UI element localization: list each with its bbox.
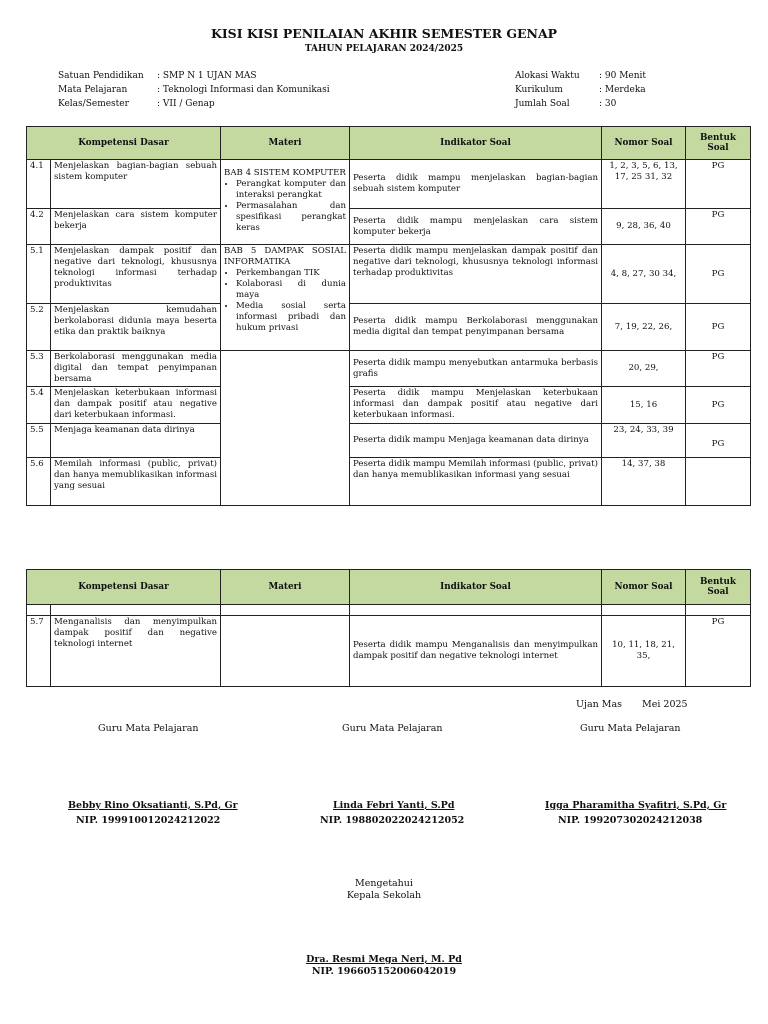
- nomor-soal: 10, 11, 18, 21, 35,: [602, 616, 686, 687]
- acknowledge-label: Mengetahui: [355, 878, 413, 889]
- header-nomor-soal: Nomor Soal: [602, 127, 686, 160]
- kd-number: 5.5: [27, 424, 51, 458]
- kd-text: Menjelaskan cara sistem komputer bekerja: [51, 209, 221, 245]
- indikator-text: Peserta didik mampu Menjaga keamanan data dirinya: [350, 424, 602, 458]
- materi-item: • Kolaborasi di dunia maya: [236, 279, 346, 301]
- header-kompetensi-dasar: Kompetensi Dasar: [27, 127, 221, 160]
- materi-item: • Perkembangan TIK: [236, 268, 346, 279]
- table-row: [27, 458, 751, 506]
- indikator-text: Peserta didik mampu menjelaskan bagian-bagian sebuah sistem komputer: [350, 160, 602, 209]
- kd-text: Menjelaskan kemudahan berkolaborasi didunia maya beserta etika dan praktik baiknya: [51, 304, 221, 351]
- kd-number: 5.7: [27, 616, 51, 687]
- kd-number: 4.1: [27, 160, 51, 209]
- bentuk-soal: PG: [686, 351, 751, 387]
- meta-value: : 30: [599, 99, 617, 109]
- materi-item: • Media sosial serta informasi pribadi dan hukum privasi: [236, 301, 346, 334]
- kd-text: Menganalisis dan menyimpulkan dampak positif dan negative teknologi internet: [51, 616, 221, 687]
- meta-left: [58, 69, 330, 111]
- signer-name: Linda Febri Yanti, S.Pd: [333, 800, 455, 811]
- indikator-text: Peserta didik mampu Berkolaborasi menggunakan media digital dan tempat penyimpanan bersama: [350, 304, 602, 351]
- nomor-soal: 23, 24, 33, 39: [602, 424, 686, 458]
- bentuk-soal: PG: [686, 209, 751, 245]
- signer-name: Bebby Rino Oksatianti, S.Pd, Gr: [68, 800, 238, 811]
- nomor-soal: 7, 19, 22, 26,: [602, 304, 686, 351]
- signer-role: Guru Mata Pelajaran: [342, 723, 443, 734]
- document-subtitle: TAHUN PELAJARAN 2024/2025: [304, 44, 464, 54]
- meta-label: Jumlah Soal: [515, 99, 570, 109]
- principal-nip: NIP. 196605152006042019: [311, 966, 457, 977]
- meta-value: : Teknologi Informasi dan Komunikasi: [157, 85, 330, 95]
- kd-number: 5.4: [27, 387, 51, 424]
- table-row: [27, 616, 751, 687]
- kd-text: Menjelaskan keterbukaan informasi dan dampak positif atau negative dari keterbukaan informasi.: [51, 387, 221, 424]
- table-row: [27, 160, 751, 209]
- table-row: [27, 304, 751, 351]
- indikator-text: Peserta didik mampu menyebutkan antarmuka berbasis grafis: [350, 351, 602, 387]
- bentuk-soal: PG: [686, 160, 751, 209]
- header-materi: Materi: [221, 127, 350, 160]
- bentuk-soal: [686, 458, 751, 506]
- meta-label: Satuan Pendidikan: [58, 71, 144, 81]
- materi-title: BAB 4 SISTEM KOMPUTER: [224, 168, 346, 178]
- kisi-table: [26, 126, 751, 506]
- kd-text: Berkolaborasi menggunakan media digital dan tempat penyimpanan bersama: [51, 351, 221, 387]
- kd-number: 5.1: [27, 245, 51, 304]
- bentuk-soal: PG: [686, 304, 751, 351]
- meta-right: [515, 69, 646, 111]
- principal-role: Kepala Sekolah: [346, 890, 422, 901]
- table-row-empty: [27, 605, 751, 616]
- nomor-soal: 15, 16: [602, 387, 686, 424]
- kisi-table-continued: [26, 569, 751, 687]
- bentuk-soal: PG: [686, 424, 751, 458]
- table-row: [27, 387, 751, 424]
- signer-role: Guru Mata Pelajaran: [98, 723, 199, 734]
- indikator-text: Peserta didik mampu menjelaskan cara sistem komputer bekerja: [350, 209, 602, 245]
- header-kompetensi-dasar: Kompetensi Dasar: [27, 570, 221, 605]
- materi-empty: [221, 616, 350, 687]
- nomor-soal: 14, 37, 38: [602, 458, 686, 506]
- table-row: [27, 245, 751, 304]
- materi-item: • Permasalahan dan spesifikasi perangkat keras: [236, 201, 346, 234]
- nomor-soal: 4, 8, 27, 30 34,: [602, 245, 686, 304]
- header-nomor-soal: Nomor Soal: [602, 570, 686, 605]
- meta-value: : VII / Genap: [157, 99, 215, 109]
- meta-label: Kelas/Semester: [58, 99, 129, 109]
- nomor-soal: 9, 28, 36, 40: [602, 209, 686, 245]
- signer-nip: NIP. 198802022024212052: [320, 815, 465, 826]
- table-row: [27, 424, 751, 458]
- indikator-text: Peserta didik mampu Menganalisis dan menyimpulkan dampak positif dan negative teknologi internet: [350, 616, 602, 687]
- document-title: KISI KISI PENILAIAN AKHIR SEMESTER GENAP: [210, 26, 558, 41]
- materi-bab4: [221, 160, 350, 245]
- meta-value: : 90 Menit: [599, 71, 647, 81]
- kd-number: 5.6: [27, 458, 51, 506]
- header-bentuk-soal: Bentuk Soal: [686, 570, 751, 605]
- bentuk-soal: PG: [686, 245, 751, 304]
- signer-nip: NIP. 199910012024212022: [76, 815, 221, 826]
- nomor-soal: 20, 29,: [602, 351, 686, 387]
- bentuk-soal: PG: [686, 387, 751, 424]
- materi-item: • Perangkat komputer dan interaksi perangkat: [236, 179, 346, 201]
- signer-nip: NIP. 199207302024212038: [558, 815, 703, 826]
- kd-text: Menjelaskan dampak positif dan negative dari teknologi, khususnya teknologi informasi terhadap produktivitas: [51, 245, 221, 304]
- kd-text: Menjaga keamanan data dirinya: [51, 424, 221, 458]
- kd-number: 4.2: [27, 209, 51, 245]
- table-row: [27, 351, 751, 387]
- header-indikator: Indikator Soal: [350, 127, 602, 160]
- meta-value: : Merdeka: [599, 85, 646, 95]
- materi-bab5: [221, 245, 350, 351]
- meta-label: Mata Pelajaran: [58, 85, 128, 95]
- kd-text: Menjelaskan bagian-bagian sebuah sistem komputer: [51, 160, 221, 209]
- meta-value: : SMP N 1 UJAN MAS: [157, 71, 257, 81]
- header-materi: Materi: [221, 570, 350, 605]
- signer-role: Guru Mata Pelajaran: [580, 723, 681, 734]
- kd-text: Memilah informasi (public, privat) dan hanya memublikasikan informasi yang sesuai: [51, 458, 221, 506]
- kd-number: 5.2: [27, 304, 51, 351]
- materi-empty: [221, 351, 350, 506]
- place: Ujan Mas: [576, 699, 623, 710]
- materi-title: BAB 5 DAMPAK SOSIAL INFORMATIKA: [224, 246, 346, 267]
- principal-name: Dra. Resmi Mega Neri, M. Pd: [306, 954, 462, 965]
- nomor-soal: 1, 2, 3, 5, 6, 13, 17, 25 31, 32: [602, 160, 686, 209]
- meta-label: Alokasi Waktu: [515, 71, 580, 81]
- indikator-text: Peserta didik mampu menjelaskan dampak positif dan negative dari teknologi, khususnya teknologi informasi terhadap produktivitas: [350, 245, 602, 304]
- date: Mei 2025: [642, 699, 688, 710]
- indikator-text: Peserta didik mampu Menjelaskan keterbukaan informasi dan dampak positif atau negative dari keterbukaan informasi.: [350, 387, 602, 424]
- table-row: [27, 209, 751, 245]
- kd-number: 5.3: [27, 351, 51, 387]
- header-indikator: Indikator Soal: [350, 570, 602, 605]
- meta-label: Kurikulum: [515, 85, 563, 95]
- table-header-row: [27, 127, 751, 160]
- bentuk-soal: PG: [686, 616, 751, 687]
- header-bentuk-soal: Bentuk Soal: [686, 127, 751, 160]
- indikator-text: Peserta didik mampu Memilah informasi (public, privat) dan hanya memublikasikan informasi yang sesuai: [350, 458, 602, 506]
- signer-name: Igga Pharamitha Syafitri, S.Pd, Gr: [545, 800, 727, 811]
- table-header-row: [27, 570, 751, 605]
